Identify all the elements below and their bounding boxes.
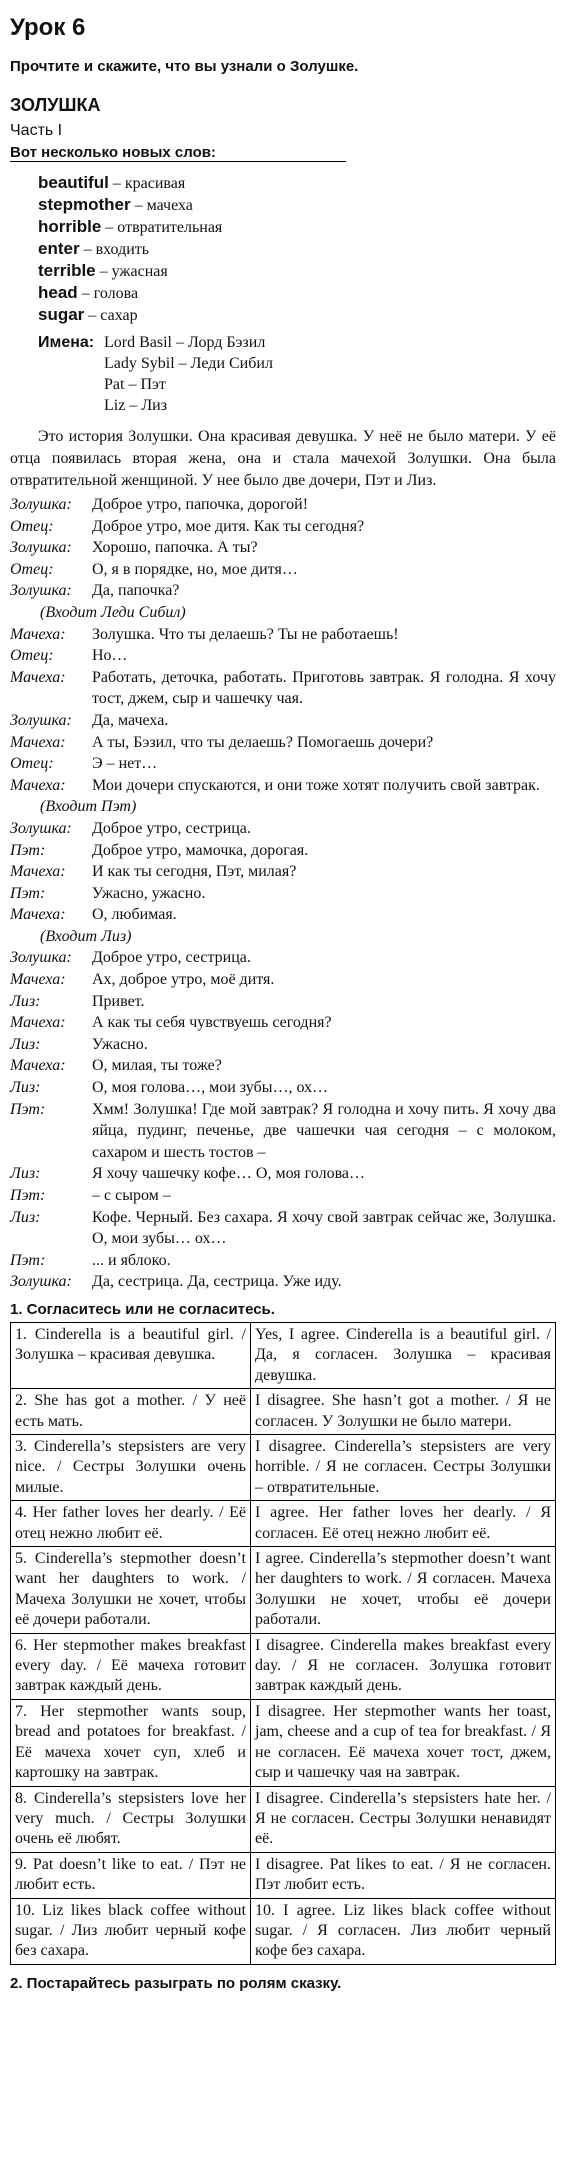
speaker-name: Лиз: [10, 1035, 41, 1053]
speech-text: О, любимая. [92, 906, 177, 924]
vocab-item: beautiful – красивая [38, 173, 186, 192]
speech-text: ... и яблоко. [92, 1251, 171, 1269]
speaker-name: Пэт: [10, 841, 46, 859]
speech-text: Хорошо, папочка. А ты? [92, 539, 258, 557]
dialogue-line [10, 494, 556, 516]
speech-text: А ты, Бэзил, что ты делаешь? Помогаешь дочери? [92, 733, 434, 751]
speech-text: Кофе. Черный. Без сахара. Я хочу свой завтрак сейчас же, Золушка. О, мои зубы… ох… [92, 1208, 556, 1248]
dialogue-line [10, 883, 556, 905]
answer-cell: I disagree. Pat likes to eat. / Я не согласен. Пэт любит есть. [251, 1852, 556, 1898]
lesson-title: Урок 6 [10, 14, 86, 41]
table-row [11, 1501, 556, 1547]
answer-cell: I disagree. Cinderella’s stepsisters hate her. / Я не согласен. Сестры Золушки ненавидят её. [251, 1786, 556, 1852]
speaker-name: Пэт: [10, 1100, 46, 1118]
speech-text: – с сыром – [92, 1187, 171, 1204]
answer-cell: 10. I agree. Liz likes black coffee without sugar. / Я согласен. Лиз любит черный кофе без сахара. [251, 1898, 556, 1964]
dialogue-line [10, 1250, 556, 1272]
intro-paragraph: Это история Золушки. Она красивая девушка. У неё не было матери. У её отца появилась вторая жена, она и стала мачехой Золушки. Она была отвратительной женщиной. У нее было две дочери, Пэт и Лиз. [10, 428, 556, 489]
table-row [11, 1389, 556, 1435]
speech-text: Доброе утро, мое дитя. Как ты сегодня? [92, 517, 365, 535]
speaker-name: Отец: [10, 755, 54, 773]
dialogue-line [10, 1185, 556, 1207]
name-item: Pat – Пэт [104, 376, 166, 393]
speech-text: Да, сестрица. Да, сестрица. Уже иду. [92, 1273, 342, 1291]
name-item: Liz – Лиз [104, 397, 168, 414]
part-label: Часть I [10, 122, 63, 139]
answer-cell: I disagree. Cinderella’s stepsisters are very horrible. / Я не согласен. Сестры Золушки – отвратительные. [251, 1435, 556, 1501]
speaker-name: Золушка: [10, 819, 72, 837]
dialogue-line [10, 1271, 556, 1293]
dialogue-line [10, 732, 556, 754]
statement-cell: 9. Pat doesn’t like to eat. / Пэт не любит есть. [11, 1852, 251, 1898]
name-item: Lord Basil – Лорд Бэзил [104, 334, 266, 351]
speaker-name: Отец: [10, 647, 54, 665]
speech-text: Доброе утро, сестрица. [92, 949, 251, 967]
speech-text: О, моя голова…, мои зубы…, ох… [92, 1079, 329, 1097]
speech-text: Золушка. Что ты делаешь? Ты не работаешь! [92, 625, 399, 643]
statement-cell: 4. Her father loves her dearly. / Её отец нежно любит её. [11, 1501, 251, 1547]
answer-cell: Yes, I agree. Cinderella is a beautiful girl. / Да, я согласен. Золушка – красивая девушка. [251, 1322, 556, 1388]
speech-text: Мои дочери спускаются, и они тоже хотят получить свой завтрак. [92, 776, 540, 794]
vocab-item: sugar – сахар [38, 305, 138, 324]
statement-cell: 2. She has got a mother. / У неё есть мать. [11, 1389, 251, 1435]
speaker-name: Лиз: [10, 1208, 41, 1226]
exercise1-heading: 1. Согласитесь или не согласитесь. [10, 1300, 275, 1318]
statement-cell: 8. Cinderella’s stepsisters love her very much. / Сестры Золушки очень её любят. [11, 1786, 251, 1852]
names-label: Имена: [38, 334, 95, 351]
dialogue-line [10, 1012, 556, 1034]
dialogue-line [10, 861, 556, 883]
dialogue-line [10, 645, 556, 667]
speech-text: А как ты себя чувствуешь сегодня? [92, 1014, 332, 1032]
speaker-name: Мачеха: [10, 863, 66, 881]
speaker-name: Пэт: [10, 1187, 46, 1204]
table-row [11, 1547, 556, 1634]
table-row [11, 1322, 556, 1388]
dialogue-line [10, 840, 556, 862]
speech-text: Привет. [92, 992, 145, 1010]
names-list [104, 332, 273, 416]
statement-cell: 1. Cinderella is a beautiful girl. / Золушка – красивая девушка. [11, 1322, 251, 1388]
vocab-item: head – голова [38, 283, 139, 302]
dialogue-line [10, 559, 556, 581]
speaker-name: Золушка: [10, 711, 72, 729]
speaker-name: Отец: [10, 517, 54, 535]
exercise1-table [10, 1322, 556, 1965]
vocab-item: terrible – ужасная [38, 261, 168, 280]
statement-cell: 10. Liz likes black coffee without sugar. / Лиз любит черный кофе без сахара. [11, 1898, 251, 1964]
stage-direction: (Входит Леди Сибил) [40, 603, 186, 621]
stage-direction: (Входит Пэт) [40, 798, 137, 816]
dialogue-line [10, 904, 556, 926]
exercise2-heading: 2. Постарайтесь разыграть по ролям сказку. [10, 1974, 342, 1992]
dialogue-line [10, 775, 556, 797]
speaker-name: Отец: [10, 560, 54, 578]
speaker-name: Лиз: [10, 1165, 41, 1183]
speaker-name: Золушка: [10, 539, 72, 557]
speaker-name: Золушка: [10, 949, 72, 967]
statement-cell: 5. Cinderella’s stepmother doesn’t want her daughters to work. / Мачеха Золушки не хочет, чтобы её дочери работали. [11, 1547, 251, 1634]
vocab-item: horrible – отвратительная [38, 217, 223, 236]
speech-text: Ах, доброе утро, моё дитя. [92, 971, 275, 989]
dialogue-line [10, 818, 556, 840]
speech-text: И как ты сегодня, Пэт, милая? [92, 863, 297, 881]
statement-cell: 6. Her stepmother makes breakfast every day. / Её мачеха готовит завтрак каждый день. [11, 1633, 251, 1699]
table-row [11, 1852, 556, 1898]
task-instruction: Прочтите и скажите, что вы узнали о Золушке. [10, 58, 359, 75]
answer-cell: I agree. Her father loves her dearly. / Я согласен. Её отец нежно любит её. [251, 1501, 556, 1547]
statement-cell: 3. Cinderella’s stepsisters are very nice. / Сестры Золушки очень милые. [11, 1435, 251, 1501]
table-row [11, 1898, 556, 1964]
dialogue-line [10, 1207, 556, 1250]
table-row [11, 1699, 556, 1786]
speech-text: Хмм! Золушка! Где мой завтрак? Я голодна и хочу пить. Я хочу два яйца, пудинг, печенье, две чашечки чая сегодня – с молоком, сахаром и шесть тостов – [92, 1100, 556, 1161]
answer-cell: I disagree. She hasn’t got a mother. / Я не согласен. У Золушки не было матери. [251, 1389, 556, 1435]
names-block [38, 332, 556, 416]
speaker-name: Пэт: [10, 884, 46, 902]
speaker-name: Мачеха: [10, 625, 66, 643]
vocab-item: stepmother – мачеха [38, 195, 193, 214]
speech-text: Но… [92, 647, 128, 665]
speaker-name: Мачеха: [10, 668, 66, 686]
speaker-name: Мачеха: [10, 906, 66, 924]
dialogue-line [10, 580, 556, 602]
speech-text: Э – нет… [92, 755, 158, 773]
dialogue-line [10, 1055, 556, 1077]
speaker-name: Мачеха: [10, 1057, 66, 1075]
speaker-name: Золушка: [10, 1273, 72, 1291]
statement-cell: 7. Her stepmother wants soup, bread and potatoes for breakfast. / Её мачеха хочет суп, хлеб и картошку на завтрак. [11, 1699, 251, 1786]
speaker-name: Лиз: [10, 1079, 41, 1097]
speaker-name: Золушка: [10, 582, 72, 600]
dialogue-line [10, 1034, 556, 1056]
dialogue-line [10, 969, 556, 991]
speaker-name: Лиз: [10, 992, 41, 1010]
speech-text: О, я в порядке, но, мое дитя… [92, 560, 298, 578]
speech-text: Работать, деточка, работать. Приготовь завтрак. Я голодна. Я хочу тост, джем, сыр и чашечку чая. [92, 668, 556, 708]
dialogue-line [10, 1163, 556, 1185]
dialogue-line [10, 991, 556, 1013]
speaker-name: Мачеха: [10, 776, 66, 794]
vocab-list [38, 172, 556, 326]
dialogue-line [10, 516, 556, 538]
dialogue-line [10, 710, 556, 732]
vocab-heading: Вот несколько новых слов: [10, 144, 346, 162]
speech-text: Доброе утро, сестрица. [92, 819, 251, 837]
answer-cell: I agree. Cinderella’s stepmother doesn’t want her daughters to work. / Я согласен. Мачеха Золушки не хочет, чтобы её дочери работали. [251, 1547, 556, 1634]
dialogue-line [10, 947, 556, 969]
dialogue-line [10, 667, 556, 710]
speech-text: О, милая, ты тоже? [92, 1057, 222, 1075]
speech-text: Доброе утро, папочка, дорогой! [92, 496, 309, 513]
speech-text: Ужасно. [92, 1035, 148, 1053]
speaker-name: Пэт: [10, 1251, 46, 1269]
speech-text: Ужасно, ужасно. [92, 884, 206, 902]
answer-cell: I disagree. Her stepmother wants her toast, jam, cheese and a cup of tea for breakfast. / Я не согласен. Её мачеха хочет тост, джем, сыр и чашечку чая на завтрак. [251, 1699, 556, 1786]
speech-text: Да, мачеха. [92, 711, 169, 729]
dialogue-line [10, 624, 556, 646]
speaker-name: Золушка: [10, 496, 72, 513]
name-item: Lady Sybil – Леди Сибил [104, 355, 273, 372]
dialogue-line [10, 537, 556, 559]
dialogue-line [10, 753, 556, 775]
speaker-name: Мачеха: [10, 971, 66, 989]
table-row [11, 1786, 556, 1852]
speech-text: Да, папочка? [92, 582, 180, 600]
speech-text: Я хочу чашечку кофе… О, моя голова… [92, 1165, 366, 1183]
story-title: ЗОЛУШКА [10, 95, 101, 115]
dialogue-line [10, 1099, 556, 1164]
speech-text: Доброе утро, мамочка, дорогая. [92, 841, 309, 859]
speaker-name: Мачеха: [10, 733, 66, 751]
speaker-name: Мачеха: [10, 1014, 66, 1032]
stage-direction: (Входит Лиз) [40, 927, 132, 945]
table-row [11, 1633, 556, 1699]
dialogue-line [10, 1077, 556, 1099]
answer-cell: I disagree. Cinderella makes breakfast every day. / Я не согласен. Золушка готовит завтрак каждый день. [251, 1633, 556, 1699]
table-row [11, 1435, 556, 1501]
dialogue [10, 494, 556, 1293]
vocab-item: enter – входить [38, 239, 150, 258]
